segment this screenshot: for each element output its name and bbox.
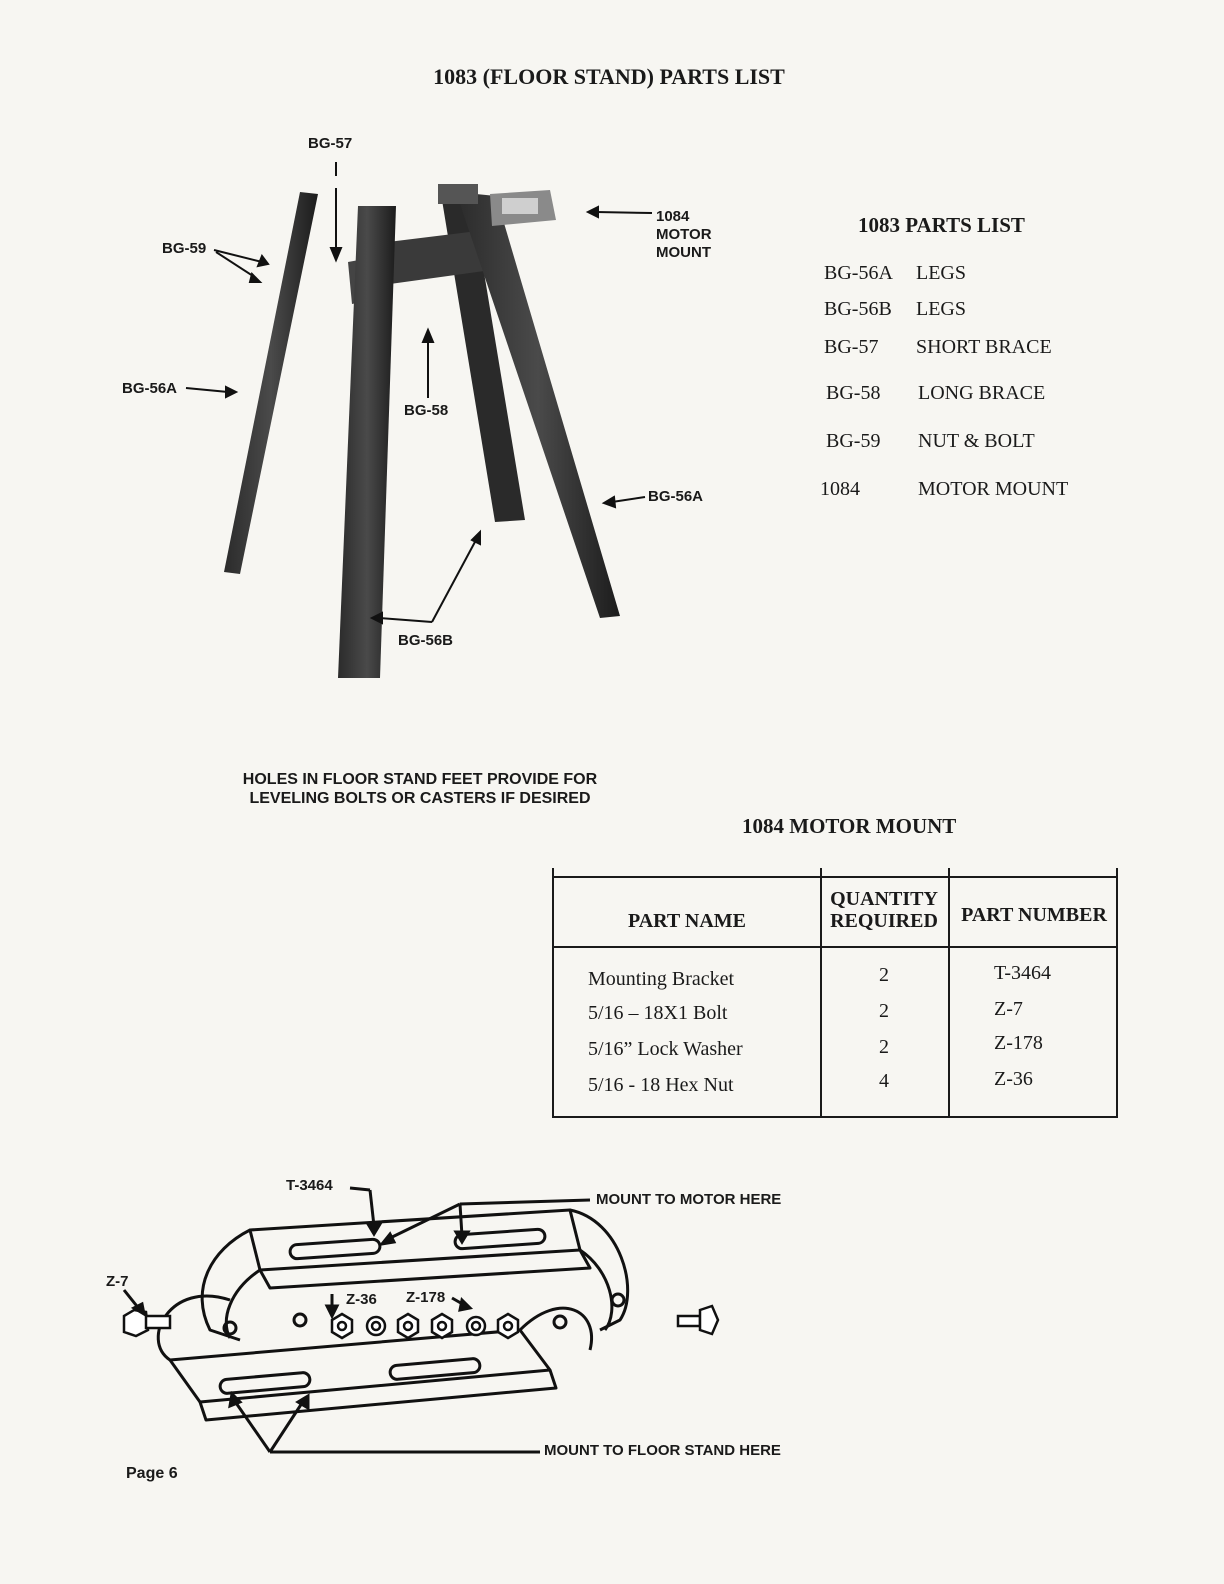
callout-z7: Z-7 (106, 1273, 129, 1290)
column-header-part-number: PART NUMBER (961, 904, 1107, 926)
motor-mount-table: PART NAME QUANTITY REQUIRED PART NUMBER Mounting Bracket 2 T-3464 5/16 – 18X1 Bolt 2 Z-7 5/16” Lock Washer 2 Z-178 5/16 - 18 Hex Nut 4 Z-36 (552, 868, 1118, 1118)
callout-mount-to-floor: MOUNT TO FLOOR STAND HERE (544, 1442, 781, 1459)
bracket-bottom-plate (170, 1330, 550, 1402)
callout-bg57: BG-57 (308, 135, 353, 152)
motor-mount-heading: 1084 MOTOR MOUNT (742, 814, 957, 838)
callout-bg56a-right: BG-56A (648, 488, 704, 505)
parts-list: BG-56A LEGS BG-56B LEGS BG-57 SHORT BRACE BG-58 LONG BRACE BG-59 NUT & BOLT 1084 MOTOR MOUNT (820, 262, 1069, 500)
column-header-part-name: PART NAME (628, 910, 746, 932)
column-header-quantity: QUANTITY REQUIRED (830, 888, 938, 932)
callout-z178: Z-178 (406, 1289, 446, 1306)
hardware-row (332, 1314, 518, 1338)
bracket-top-plate (250, 1210, 580, 1270)
callout-bg56b: BG-56B (398, 632, 454, 649)
callout-bg56a-left: BG-56A (122, 380, 178, 397)
bolt-right (678, 1306, 718, 1334)
page-title: 1083 (FLOOR STAND) PARTS LIST (433, 64, 785, 89)
callout-z36: Z-36 (346, 1291, 377, 1308)
page-number: Page 6 (126, 1465, 178, 1482)
callout-t3464: T-3464 (286, 1177, 333, 1194)
callout-bg58: BG-58 (404, 402, 449, 419)
callout-mount-to-motor: MOUNT TO MOTOR HERE (596, 1191, 782, 1208)
callout-bg59: BG-59 (162, 240, 207, 257)
motor-mount-bracket-illustration (100, 1170, 860, 1470)
holes-note: HOLES IN FLOOR STAND FEET PROVIDE FOR LEVELING BOLTS OR CASTERS IF DESIRED (242, 771, 598, 807)
bolt-left (124, 1310, 170, 1336)
callout-motor-mount: 1084 MOTOR MOUNT (656, 208, 712, 261)
parts-list-heading: 1083 PARTS LIST (858, 213, 1025, 237)
